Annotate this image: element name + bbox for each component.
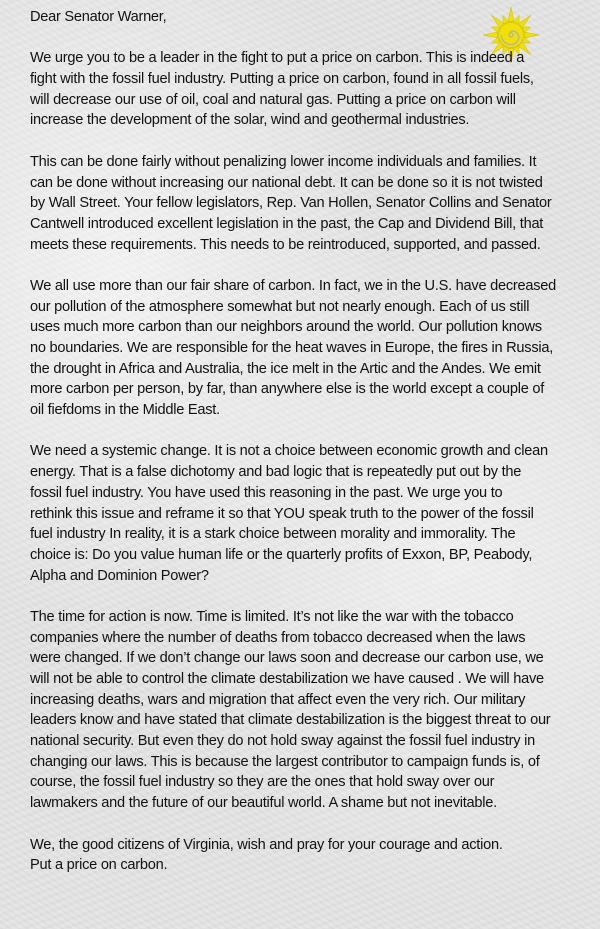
text-line: fight with the fossil fuel industry. Putting a price on carbon, found in all fossil fuels, xyxy=(30,71,534,88)
text-line: leaders know and have stated that climate destabilization is the biggest threat to our xyxy=(30,712,551,729)
text-line: can be done without increasing our national debt. It can be done so it is not twisted xyxy=(30,174,543,191)
text-line: were changed. If we don’t change our laws soon and decrease our carbon use, we xyxy=(30,650,544,667)
text-line: by Wall Street. Your fellow legislators, Rep. Van Hollen, Senator Collins and Senator xyxy=(30,195,552,212)
text-line: Put a price on carbon. xyxy=(30,857,168,874)
text-line: fuel industry In reality, it is a stark choice between morality and immorality. The xyxy=(30,526,516,543)
text-line: national security. But even they do not hold sway against the fossil fuel industry in xyxy=(30,733,535,750)
text-line: our pollution of the atmosphere somewhat but not nearly enough. Each of us still xyxy=(30,298,530,315)
text-line: choice is: Do you value human life or the quarterly profits of Exxon, BP, Peabody, xyxy=(30,546,533,563)
text-line: will not be able to control the climate destabilization we have caused . We will have xyxy=(30,671,544,687)
text-line: The time for action is now. Time is limited. It’s not like the war with the tobacco xyxy=(30,608,514,625)
text-line: oil fiefdoms in the Middle East. xyxy=(30,402,220,419)
text-line: lawmakers and the future of our beautiful world. A shame but not inevitable. xyxy=(30,795,497,812)
text-line: course, the fossil fuel industry so they are the ones that hold sway over our xyxy=(30,774,495,791)
salutation: Dear Senator Warner, xyxy=(30,9,167,25)
text-line: no boundaries. We are responsible for the heat waves in Europe, the fires in Russia, xyxy=(30,340,554,356)
paragraph xyxy=(30,152,595,255)
text-line: will decrease our use of oil, coal and natural gas. Putting a price on carbon will xyxy=(30,91,516,108)
text-line: changing our laws. This is because the largest contributor to campaign funds is, of xyxy=(30,753,540,770)
paragraph xyxy=(30,276,595,421)
text-line: This can be done fairly without penalizing lower income individuals and families. It xyxy=(30,153,537,170)
paragraph xyxy=(30,607,595,814)
paragraph xyxy=(30,835,595,876)
text-line: We need a systemic change. It is not a choice between economic growth and clean xyxy=(30,443,548,460)
paragraph xyxy=(30,441,595,586)
text-line: uses much more carbon than our neighbors around the world. Our pollution knows xyxy=(30,319,542,336)
text-line: companies where the number of deaths from tobacco decreased when the laws xyxy=(30,629,526,646)
paragraph xyxy=(30,48,595,131)
letter-body xyxy=(30,7,595,876)
text-line: We, the good citizens of Virginia, wish and pray for your courage and action. xyxy=(30,836,503,853)
text-line: the drought in Africa and Australia, the ice melt in the Artic and the Andes. We emit xyxy=(30,360,541,377)
text-line: rethink this issue and reframe it so that YOU speak truth to the power of the fossil xyxy=(30,505,534,522)
text-line: increase the development of the solar, wind and geothermal industries. xyxy=(30,112,470,129)
text-line: We all use more than our fair share of carbon. In fact, we in the U.S. have decreased xyxy=(30,277,557,294)
text-line: Cantwell introduced excellent legislation in the past, the Cap and Dividend Bill, that xyxy=(30,215,544,232)
text-line: meets these requirements. This needs to be reintroduced, supported, and passed. xyxy=(30,236,541,253)
text-line: fossil fuel industry. You have used this reasoning in the past. We urge you to xyxy=(30,484,503,501)
text-line: increasing deaths, wars and migration that affect even the very rich. Our military xyxy=(30,691,526,708)
text-line: We urge you to be a leader in the fight to put a price on carbon. This is indeed a xyxy=(30,50,525,67)
text-line: more carbon per person, by far, than anywhere else is the world except a couple of xyxy=(30,381,545,398)
text-line: Alpha and Dominion Power? xyxy=(30,567,209,584)
text-line: energy. That is a false dichotomy and bad logic that is repeatedly put out by the xyxy=(30,464,522,481)
